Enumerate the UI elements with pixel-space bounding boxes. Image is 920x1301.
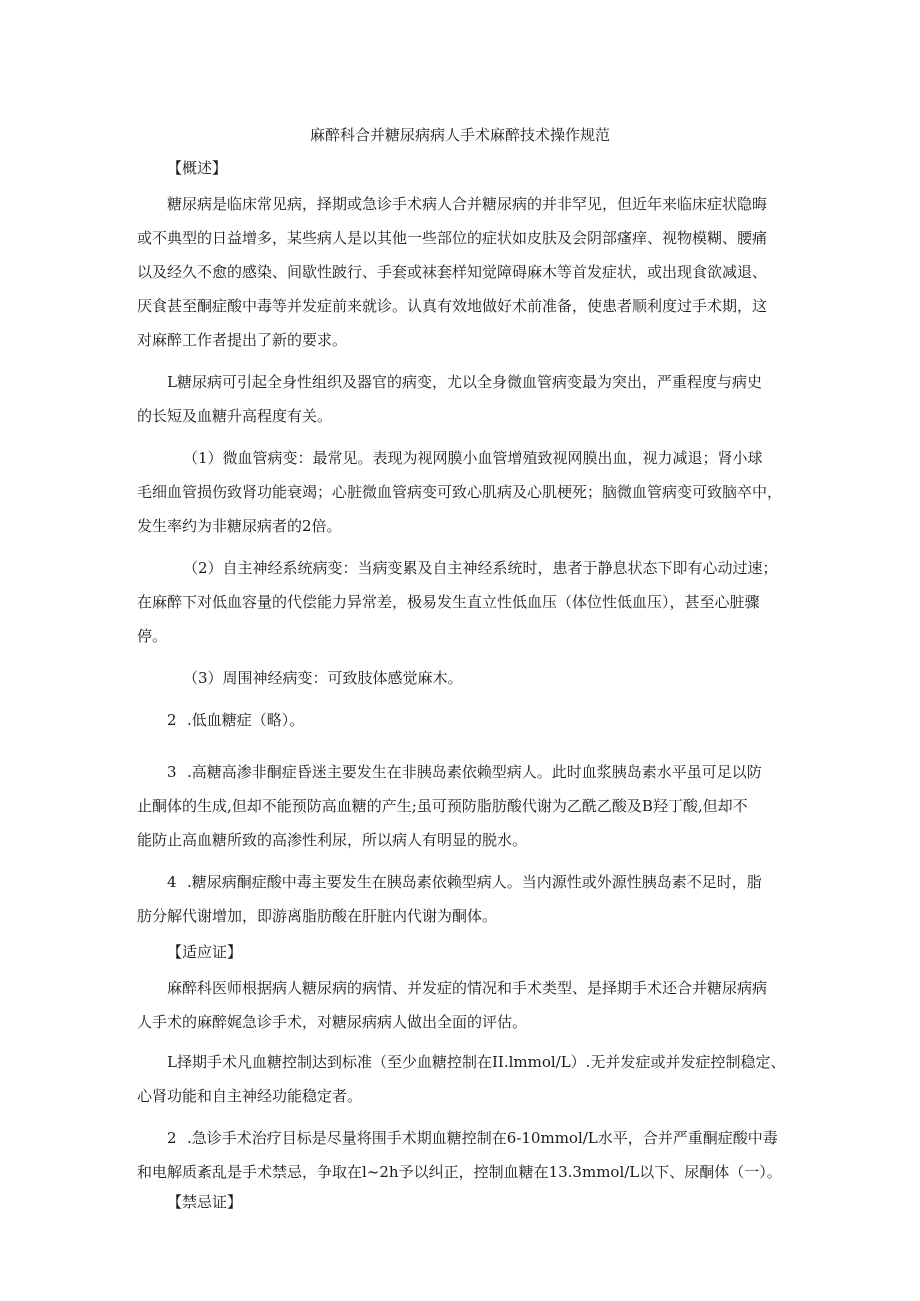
- numbered-item: [167, 762, 827, 782]
- paragraph-line: 的长短及血糖升高程度有关。: [137, 407, 333, 425]
- item-text: .糖尿病酮症酸中毒主要发生在胰岛素依赖型病人。当内源性或外源性胰岛素不足时，脂: [187, 873, 762, 891]
- numbered-item: [167, 872, 827, 892]
- paragraph-line: 对麻醉工作者提出了新的要求。: [137, 331, 348, 349]
- item-number: 3: [167, 763, 177, 781]
- paragraph-line: （1）微血管病变：最常见。表现为视网膜小血管增殖致视网膜出血，视力减退；肾小球: [183, 449, 763, 467]
- item-text: .急诊手术治疗目标是尽量将围手术期血糖控制在6-10mmol/L水平，合并严重酮症酸中毒: [187, 1129, 778, 1147]
- item-number: 2: [167, 711, 177, 729]
- paragraph-line: （3）周围神经病变：可致肢体感觉麻木。: [183, 669, 463, 687]
- numbered-item: [167, 710, 827, 730]
- paragraph-line: 毛细血管损伤致肾功能衰竭；心脏微血管病变可致心肌病及心肌梗死；脑微血管病变可致脑卒中，: [137, 483, 783, 501]
- section-heading-contraindications: 【禁忌证】: [167, 1193, 243, 1211]
- section-heading-overview: 【概述】: [167, 159, 228, 177]
- paragraph-line: 和电解质紊乱是手术禁忌，争取在l~2h予以纠正，控制血糖在13.3mmol/L以下、尿酮体（一）。: [137, 1163, 782, 1181]
- paragraph-line: 人手术的麻醉娓急诊手术，对糖尿病病人做出全面的评估。: [137, 1013, 528, 1031]
- paragraph-line: L择期手术凡血糖控制达到标准（至少血糖控制在II.lmmol/L）.无并发症或并发症控制稳定、: [167, 1053, 786, 1071]
- item-number: 4: [167, 873, 177, 891]
- paragraph-line: 肪分解代谢增加，即游离脂肪酸在肝脏内代谢为酮体。: [137, 907, 498, 925]
- paragraph-line: 麻醉科医师根据病人糖尿病的病情、并发症的情况和手术类型、是择期手术还合并糖尿病病: [167, 979, 768, 997]
- paragraph-line: 在麻醉下对低血容量的代偿能力异常差，极易发生直立性低血压（体位性低血压），甚至心脏骤: [137, 593, 760, 611]
- item-number: 2: [167, 1129, 177, 1147]
- paragraph-line: 停。: [137, 627, 168, 645]
- paragraph-line: 心肾功能和自主神经功能稳定者。: [137, 1087, 363, 1105]
- item-text: .高糖高渗非酮症昏迷主要发生在非胰岛素依赖型病人。此时血浆胰岛素水平虽可足以防: [187, 763, 762, 781]
- item-text: .低血糖症（略）。: [187, 711, 305, 729]
- paragraph-line: 厌食甚至酮症酸中毒等并发症前来就诊。认真有效地做好术前准备，使患者顺利度过手术期，这: [137, 297, 768, 315]
- page-title: 麻醉科合并糖尿病病人手术麻醉技术操作规范: [309, 126, 610, 144]
- paragraph-line: 或不典型的日益增多，某些病人是以其他一些部位的症状如皮肤及会阴部瘙痒、视物模糊、腰痛: [137, 229, 768, 247]
- paragraph-line: L糖尿病可引起全身性组织及器官的病变，尤以全身微血管病变最为突出，严重程度与病史: [167, 373, 762, 391]
- paragraph-line: 发生率约为非糖尿病者的2倍。: [137, 517, 342, 535]
- section-heading-indications: 【适应证】: [167, 943, 243, 961]
- paragraph-line: （2）自主神经系统病变：当病变累及自主神经系统时，患者于静息状态下即有心动过速；: [183, 559, 778, 577]
- paragraph-line: 以及经久不愈的感染、间歇性跛行、手套或袜套样知觉障碍麻木等首发症状，或出现食欲减退、: [137, 263, 768, 281]
- numbered-item: [167, 1128, 827, 1148]
- paragraph-line: 能防止高血糖所致的高渗性利尿，所以病人有明显的脱水。: [137, 831, 528, 849]
- paragraph-line: 止酮体的生成,但却不能预防高血糖的产生;虽可预防脂肪酸代谢为乙酰乙酸及B羟丁酸,但却不: [137, 797, 748, 815]
- paragraph-line: 糖尿病是临床常见病，择期或急诊手术病人合并糖尿病的并非罕见，但近年来临床症状隐晦: [167, 195, 768, 213]
